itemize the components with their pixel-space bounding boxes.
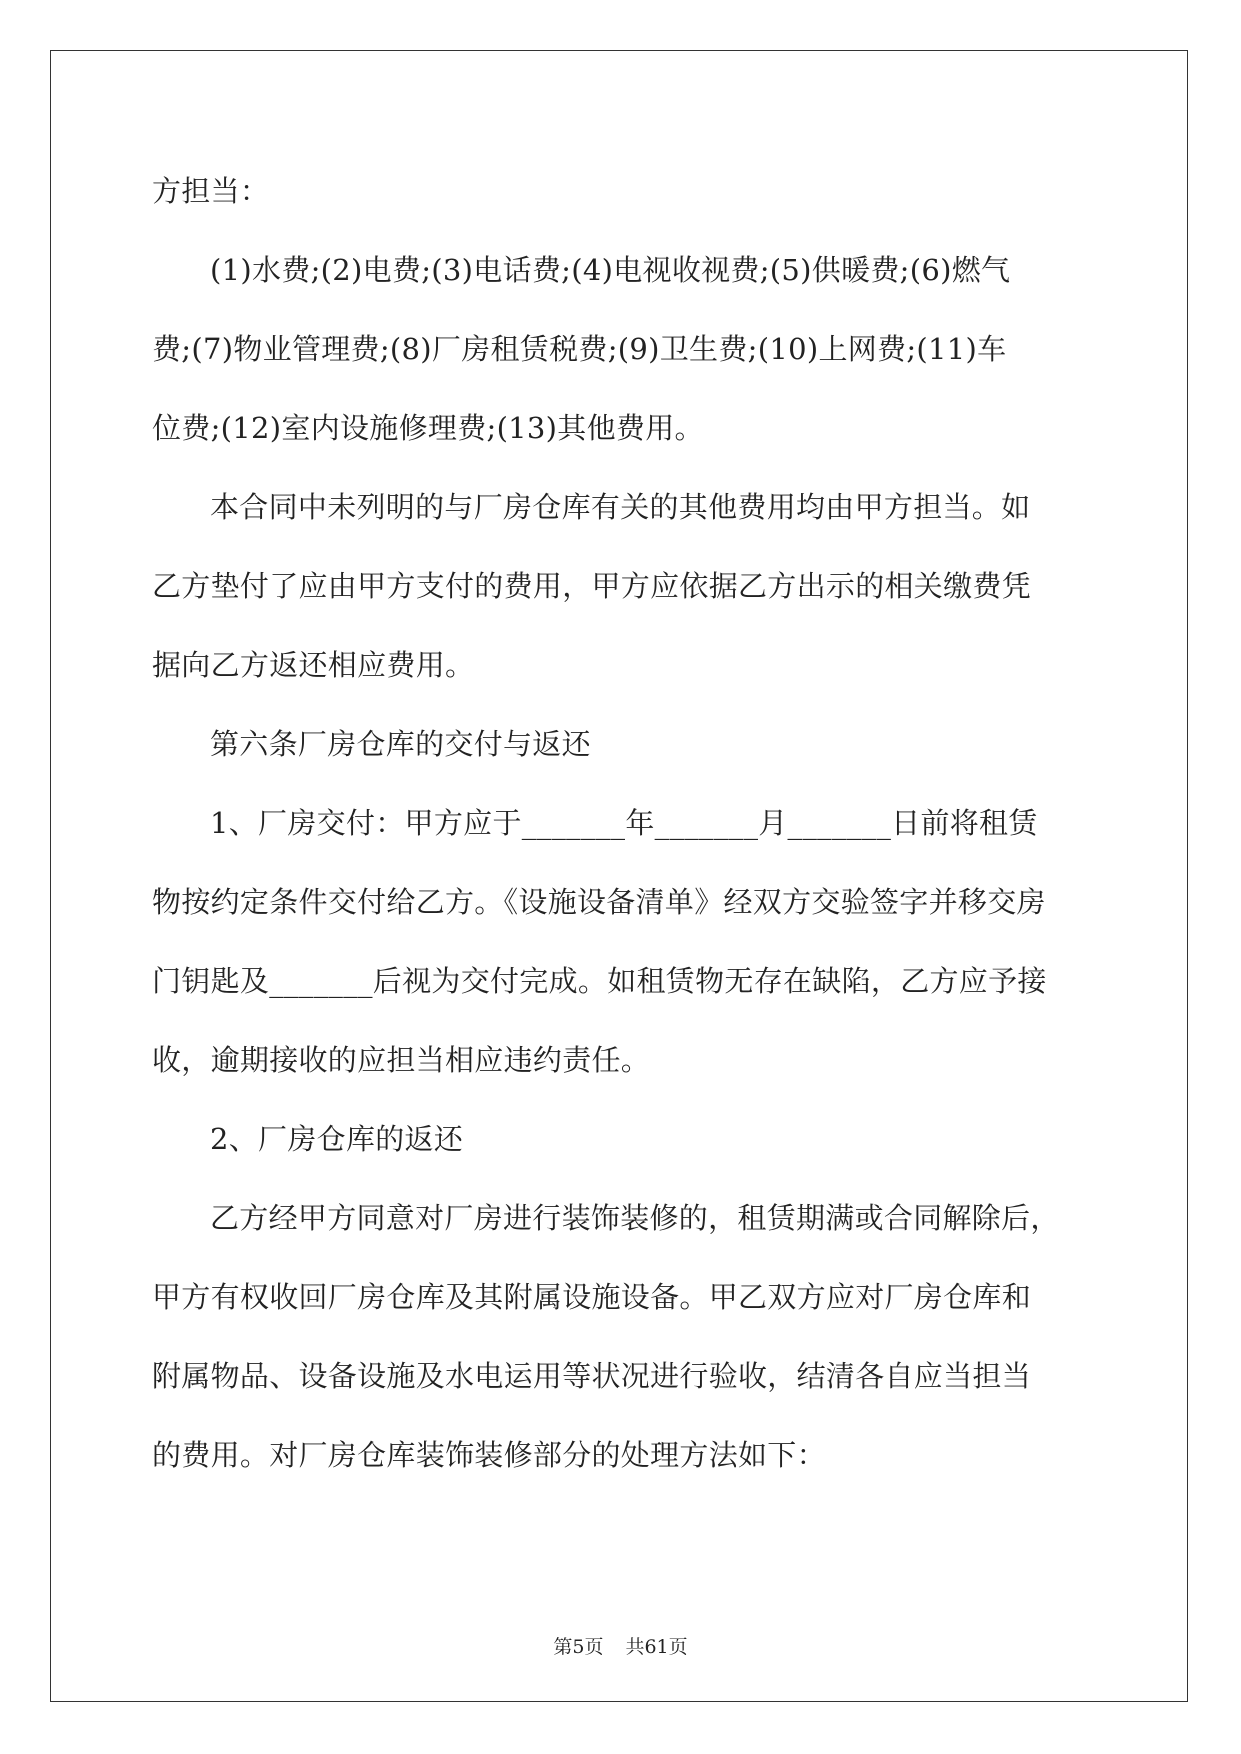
- text-line: 乙方经甲方同意对厂房进行装饰装修的，租赁期满或合同解除后，: [210, 1201, 1060, 1235]
- subsection-heading: 2、厂房仓库的返还: [210, 1122, 464, 1156]
- text-line: 本合同中未列明的与厂房仓库有关的其他费用均由甲方担当。如: [210, 490, 1031, 524]
- text-line: 附属物品、设备设施及水电运用等状况进行验收，结清各自应当担当: [152, 1359, 1032, 1393]
- page-total: 共61页: [625, 1636, 688, 1658]
- text-line: 门钥匙及_______后视为交付完成。如租赁物无存在缺陷，乙方应予接: [152, 964, 1047, 998]
- text-line: 的费用。对厂房仓库装饰装修部分的处理方法如下：: [152, 1438, 826, 1472]
- text-line: 费;(7)物业管理费;(8)厂房租赁税费;(9)卫生费;(10)上网费;(11)车: [152, 332, 1007, 366]
- text-line: 1、厂房交付：甲方应于_______年_______月_______日前将租赁: [210, 806, 1038, 840]
- document-body: [152, 152, 1092, 1495]
- text-line: 甲方有权收回厂房仓库及其附属设施设备。甲乙双方应对厂房仓库和: [152, 1280, 1032, 1314]
- text-line: 物按约定条件交付给乙方。《设施设备清单》经双方交验签字并移交房: [152, 885, 1046, 919]
- page-number: 第5页: [553, 1636, 604, 1658]
- text-line: 据向乙方返还相应费用。: [152, 648, 475, 682]
- text-line: 方担当：: [152, 174, 270, 208]
- text-line: (1)水费;(2)电费;(3)电话费;(4)电视收视费;(5)供暖费;(6)燃气: [210, 253, 1011, 287]
- text-line: 乙方垫付了应由甲方支付的费用，甲方应依据乙方出示的相关缴费凭: [152, 569, 1032, 603]
- text-line: 位费;(12)室内设施修理费;(13)其他费用。: [152, 411, 704, 445]
- text-line: 收，逾期接收的应担当相应违约责任。: [152, 1043, 651, 1077]
- section-heading: 第六条厂房仓库的交付与返还: [210, 727, 591, 761]
- page-footer: [0, 1632, 1241, 1659]
